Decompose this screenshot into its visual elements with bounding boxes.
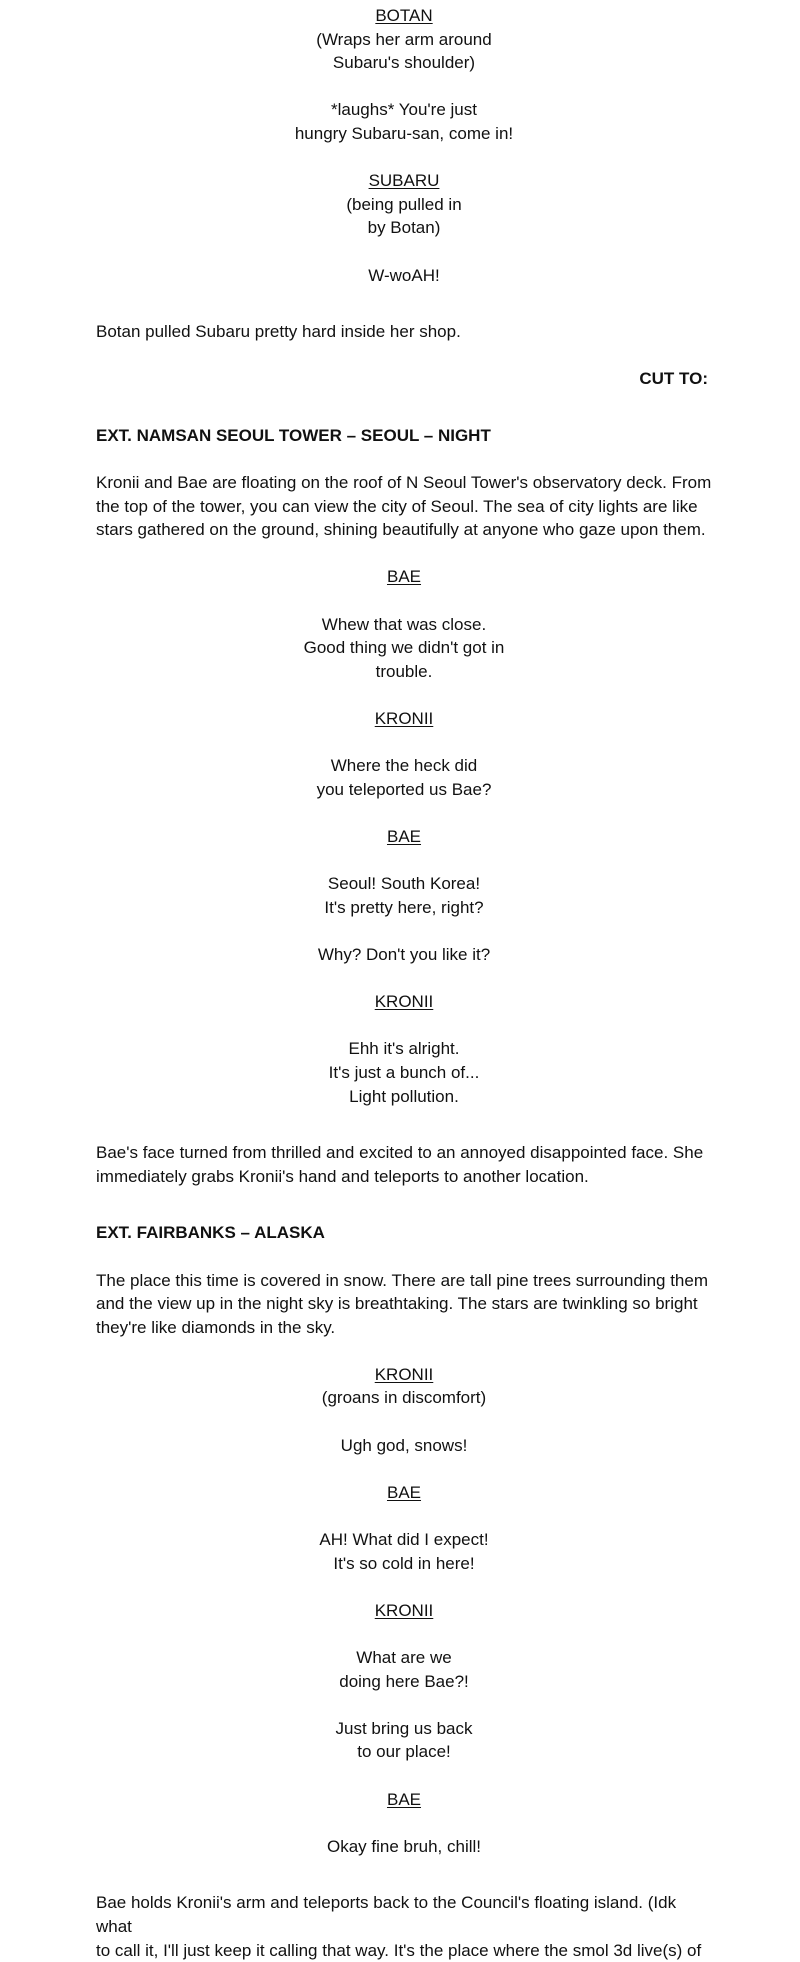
block-spacer <box>96 240 712 264</box>
text-line: KRONII <box>374 992 434 1012</box>
block-spacer <box>96 1504 712 1528</box>
text-line: Where the heck did <box>330 756 478 776</box>
text-line: KRONII <box>374 709 434 729</box>
character-name <box>96 1599 712 1623</box>
text-line: What are we <box>356 1648 452 1667</box>
text-line: by Botan) <box>367 218 441 238</box>
block-spacer <box>96 589 712 613</box>
text-line: Subaru's shoulder) <box>332 53 476 73</box>
block-spacer <box>96 919 712 943</box>
block-spacer <box>96 287 712 320</box>
block-spacer <box>96 1108 712 1141</box>
text-line: KRONII <box>374 1364 434 1384</box>
block-spacer <box>96 683 712 707</box>
text-line: EXT. NAMSAN SEOUL TOWER – SEOUL – NIGHT <box>96 425 491 445</box>
text-line: It's just a bunch of... <box>328 1062 480 1082</box>
text-line: stars gathered on the ground, shining beautifully at anyone who gaze upon them. <box>96 520 706 540</box>
block-spacer <box>96 967 712 991</box>
text-line: Okay fine bruh, chill! <box>326 1836 481 1856</box>
action-block <box>96 471 712 542</box>
block-spacer <box>96 1693 712 1717</box>
block-spacer <box>96 1622 712 1646</box>
block-spacer <box>96 849 712 873</box>
parenthetical <box>96 28 712 75</box>
dialogue-block <box>96 264 712 288</box>
dialogue-block <box>96 1434 712 1458</box>
text-line: AH! What did I expect! <box>319 1530 489 1550</box>
block-spacer <box>96 146 712 170</box>
block-spacer <box>96 542 712 566</box>
character-name <box>96 707 712 731</box>
block-spacer <box>96 1410 712 1434</box>
action-block <box>96 1141 712 1188</box>
block-spacer <box>96 1764 712 1788</box>
text-line: immediately grabs Kronii's hand and teleports to another location. <box>96 1166 589 1186</box>
dialogue-block <box>96 943 712 967</box>
action-block <box>96 1269 712 1340</box>
text-line: Ugh god, snows! <box>340 1435 468 1455</box>
parenthetical <box>96 1386 712 1410</box>
text-line: trouble. <box>375 661 433 681</box>
text-line: Bae holds Kronii's arm and teleports back to the Council's floating island. (Idk what <box>96 1893 677 1936</box>
block-spacer <box>96 448 712 472</box>
text-line: Bae's face turned from thrilled and excited to an annoyed disappointed face. She <box>96 1143 704 1163</box>
text-line: BAE <box>386 567 422 587</box>
text-line: W-woAH! <box>368 265 440 285</box>
parenthetical <box>96 193 712 240</box>
text-line: to our place! <box>357 1742 451 1762</box>
text-line: CUT TO: <box>639 369 708 389</box>
block-spacer <box>96 731 712 755</box>
block-spacer <box>96 344 712 368</box>
character-name <box>96 565 712 589</box>
action-block <box>96 1891 712 1962</box>
text-line: Light pollution. <box>349 1086 459 1106</box>
text-line: (being pulled in <box>346 194 462 214</box>
character-name <box>96 1788 712 1812</box>
text-line: (groans in discomfort) <box>321 1388 487 1408</box>
block-spacer <box>96 1457 712 1481</box>
dialogue-block <box>96 754 712 801</box>
scene-heading <box>96 1221 712 1245</box>
screenplay-page <box>96 4 712 1962</box>
text-line: EXT. FAIRBANKS – ALASKA <box>96 1223 325 1243</box>
text-line: the top of the tower, you can view the city of Seoul. The sea of city lights are like <box>96 496 698 516</box>
character-name <box>96 4 712 28</box>
block-spacer <box>96 1245 712 1269</box>
dialogue-block <box>96 98 712 145</box>
action-block <box>96 320 712 344</box>
text-line: BOTAN <box>375 6 433 25</box>
block-spacer <box>96 391 712 424</box>
block-spacer <box>96 1188 712 1221</box>
scene-heading <box>96 424 712 448</box>
text-line: doing here Bae?! <box>339 1671 469 1691</box>
text-line: It's pretty here, right? <box>324 897 484 917</box>
text-line: Good thing we didn't got in <box>303 638 505 658</box>
text-line: SUBARU <box>368 171 440 191</box>
text-line: and the view up in the night sky is breathtaking. The stars are twinkling so bright <box>96 1294 698 1314</box>
text-line: Seoul! South Korea! <box>327 874 481 894</box>
text-line: Just bring us back <box>335 1718 473 1738</box>
dialogue-block <box>96 1835 712 1859</box>
text-line: you teleported us Bae? <box>316 779 492 799</box>
block-spacer <box>96 1575 712 1599</box>
text-line: they're like diamonds in the sky. <box>96 1317 336 1337</box>
character-name <box>96 169 712 193</box>
dialogue-block <box>96 1646 712 1693</box>
text-line: BAE <box>386 827 422 846</box>
text-line: to call it, I'll just keep it calling that way. It's the place where the smol 3d live(s) of <box>96 1940 702 1960</box>
character-name <box>96 1481 712 1505</box>
block-spacer <box>96 801 712 825</box>
block-spacer <box>96 1339 712 1363</box>
text-line: Whew that was close. <box>321 614 487 634</box>
character-name <box>96 990 712 1014</box>
text-line: Kronii and Bae are floating on the roof of N Seoul Tower's observatory deck. From <box>96 473 712 493</box>
dialogue-block <box>96 872 712 919</box>
text-line: hungry Subaru-san, come in! <box>294 123 514 143</box>
character-name <box>96 1363 712 1387</box>
dialogue-block <box>96 1528 712 1575</box>
text-line: The place this time is covered in snow. There are tall pine trees surrounding them <box>96 1270 708 1290</box>
text-line: It's so cold in here! <box>333 1553 475 1573</box>
text-line: (Wraps her arm around <box>316 29 492 49</box>
transition <box>96 367 712 391</box>
block-spacer <box>96 1858 712 1891</box>
text-line: Ehh it's alright. <box>348 1039 460 1059</box>
text-line: KRONII <box>374 1600 434 1620</box>
dialogue-block <box>96 1717 712 1764</box>
dialogue-block <box>96 1037 712 1108</box>
text-line: Why? Don't you like it? <box>317 944 491 964</box>
block-spacer <box>96 1014 712 1038</box>
block-spacer <box>96 1811 712 1835</box>
text-line: BAE <box>386 1789 422 1809</box>
text-line: *laughs* You're just <box>331 100 477 120</box>
text-line: Botan pulled Subaru pretty hard inside her shop. <box>96 322 461 342</box>
text-line: BAE <box>386 1482 422 1502</box>
character-name <box>96 825 712 849</box>
block-spacer <box>96 75 712 99</box>
dialogue-block <box>96 613 712 684</box>
